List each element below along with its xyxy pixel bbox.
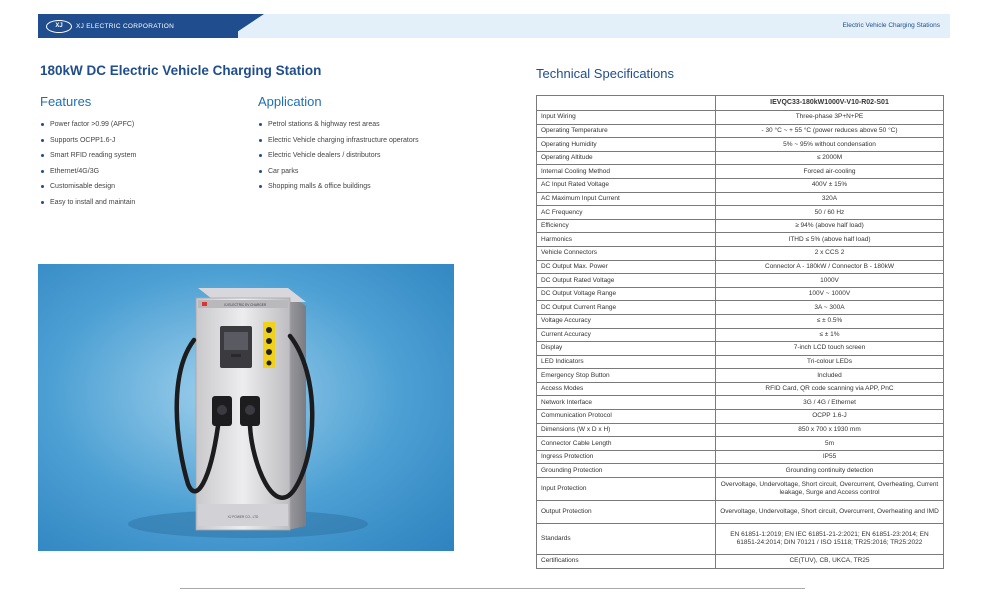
- spec-label: Output Protection: [537, 501, 716, 524]
- spec-label: Connector Cable Length: [537, 437, 716, 451]
- spec-value: Included: [716, 369, 944, 383]
- spec-value: 320A: [716, 192, 944, 206]
- spec-value: IP55: [716, 450, 944, 464]
- spec-row: [537, 192, 944, 206]
- application-item: Electric Vehicle dealers / distributors: [258, 148, 419, 164]
- spec-label: Standards: [537, 524, 716, 555]
- spec-row: [537, 382, 944, 396]
- spec-label: Communication Protocol: [537, 410, 716, 424]
- spec-label: Operating Humidity: [537, 138, 716, 152]
- spec-value: ≤ 2000M: [716, 151, 944, 165]
- spec-row: [537, 555, 944, 569]
- spec-row: [537, 464, 944, 478]
- spec-row: [537, 396, 944, 410]
- cabinet-brand-plate: XJ ELECTRIC EV CHARGER: [223, 303, 267, 307]
- spec-value: CE(TUV), CB, UKCA, TR25: [716, 555, 944, 569]
- features-item: Easy to install and maintain: [40, 195, 136, 211]
- spec-label: AC Input Rated Voltage: [537, 178, 716, 192]
- spec-label: Input Protection: [537, 478, 716, 501]
- header-banner: [38, 14, 950, 38]
- spec-value: ≤ ± 1%: [716, 328, 944, 342]
- spec-label: DC Output Rated Voltage: [537, 274, 716, 288]
- spec-value: ITHD ≤ 5% (above half load): [716, 233, 944, 247]
- product-title: 180kW DC Electric Vehicle Charging Station: [40, 63, 322, 78]
- spec-value: ≤ ± 0.5%: [716, 314, 944, 328]
- spec-row: [537, 219, 944, 233]
- cabinet-base-plate: XJ POWER CO., LTD: [227, 515, 259, 519]
- spec-row: [537, 233, 944, 247]
- spec-value: Connector A - 180kW / Connector B - 180kW: [716, 260, 944, 274]
- spec-label: Harmonics: [537, 233, 716, 247]
- spec-row: [537, 178, 944, 192]
- spec-value: 5% ~ 95% without condensation: [716, 138, 944, 152]
- spec-model-header: IEVQC33-180kW1000V-V10-R02-S01: [716, 96, 944, 111]
- application-item: Car parks: [258, 164, 419, 180]
- features-item: Smart RFID reading system: [40, 148, 136, 164]
- logo-mark-icon: XJ: [46, 20, 72, 33]
- spec-label: Dimensions (W x D x H): [537, 423, 716, 437]
- spec-value: RFID Card, QR code scanning via APP, PnC: [716, 382, 944, 396]
- spec-value: Three-phase 3P+N+PE: [716, 111, 944, 125]
- spec-label: DC Output Voltage Range: [537, 287, 716, 301]
- spec-label: Network Interface: [537, 396, 716, 410]
- spec-table: [536, 95, 944, 569]
- spec-value: Overvoltage, Undervoltage, Short circuit, Overcurrent, Overheating and IMD: [716, 501, 944, 524]
- spec-label: Efficiency: [537, 219, 716, 233]
- spec-value: 100V ~ 1000V: [716, 287, 944, 301]
- spec-value: 3A ~ 300A: [716, 301, 944, 315]
- banner-category: Electric Vehicle Charging Stations: [842, 22, 940, 29]
- spec-row: [537, 301, 944, 315]
- spec-value: OCPP 1.6-J: [716, 410, 944, 424]
- footer-divider: [180, 588, 805, 589]
- spec-value: Grounding continuity detection: [716, 464, 944, 478]
- features-item: Customisable design: [40, 179, 136, 195]
- spec-label: Certifications: [537, 555, 716, 569]
- spec-value: ≥ 94% (above half load): [716, 219, 944, 233]
- features-item: Power factor >0.99 (APFC): [40, 117, 136, 133]
- spec-value: 50 / 60 Hz: [716, 206, 944, 220]
- spec-row: [537, 369, 944, 383]
- spec-label: LED Indicators: [537, 355, 716, 369]
- spec-label: Voltage Accuracy: [537, 314, 716, 328]
- spec-row: [537, 450, 944, 464]
- spec-value: EN 61851-1:2019; EN IEC 61851-21-2:2021; EN 61851-23:2014; EN 61851-24:2014; DIN 70121 / ISO 15118; TR25:2016; TR25:2022: [716, 524, 944, 555]
- application-list: [258, 117, 419, 195]
- spec-value: 400V ± 15%: [716, 178, 944, 192]
- spec-label: Emergency Stop Button: [537, 369, 716, 383]
- spec-value: 2 x CCS 2: [716, 246, 944, 260]
- spec-label: Access Modes: [537, 382, 716, 396]
- spec-label: AC Frequency: [537, 206, 716, 220]
- spec-label: Display: [537, 342, 716, 356]
- charger-illustration-icon: [38, 264, 454, 551]
- spec-label: Ingress Protection: [537, 450, 716, 464]
- spec-row: [537, 246, 944, 260]
- spec-header-blank: [537, 96, 716, 111]
- spec-row: [537, 437, 944, 451]
- spec-label: Grounding Protection: [537, 464, 716, 478]
- banner-wedge: [228, 14, 264, 38]
- spec-label: Vehicle Connectors: [537, 246, 716, 260]
- spec-row: [537, 314, 944, 328]
- specs-heading: Technical Specifications: [536, 66, 675, 81]
- spec-label: Operating Altitude: [537, 151, 716, 165]
- application-item: Electric Vehicle charging infrastructure operators: [258, 133, 419, 149]
- spec-row: [537, 355, 944, 369]
- spec-label: Input Wiring: [537, 111, 716, 125]
- spec-label: Internal Cooling Method: [537, 165, 716, 179]
- spec-row: [537, 287, 944, 301]
- company-name: XJ ELECTRIC CORPORATION: [76, 23, 175, 30]
- spec-row: [537, 206, 944, 220]
- spec-label: DC Output Current Range: [537, 301, 716, 315]
- spec-row: [537, 524, 944, 555]
- spec-row: [537, 423, 944, 437]
- spec-row: [537, 274, 944, 288]
- features-list: [40, 117, 136, 210]
- spec-row: [537, 410, 944, 424]
- spec-value: 850 x 700 x 1930 mm: [716, 423, 944, 437]
- spec-row: [537, 111, 944, 125]
- spec-row: [537, 501, 944, 524]
- application-heading: Application: [258, 94, 322, 109]
- application-item: Petrol stations & highway rest areas: [258, 117, 419, 133]
- spec-label: Operating Temperature: [537, 124, 716, 138]
- spec-value: 3G / 4G / Ethernet: [716, 396, 944, 410]
- spec-row: [537, 342, 944, 356]
- features-heading: Features: [40, 94, 92, 109]
- spec-row: [537, 165, 944, 179]
- spec-label: Current Accuracy: [537, 328, 716, 342]
- spec-label: DC Output Max. Power: [537, 260, 716, 274]
- spec-value: 1000V: [716, 274, 944, 288]
- spec-label: AC Maximum Input Current: [537, 192, 716, 206]
- spec-header-row: [537, 96, 944, 111]
- spec-row: [537, 260, 944, 274]
- features-item: Ethernet/4G/3G: [40, 164, 136, 180]
- spec-row: [537, 328, 944, 342]
- spec-row: [537, 478, 944, 501]
- application-item: Shopping malls & office buildings: [258, 179, 419, 195]
- spec-value: 7-inch LCD touch screen: [716, 342, 944, 356]
- features-item: Supports OCPP1.6-J: [40, 133, 136, 149]
- spec-value: - 30 °C ~ + 55 °C (power reduces above 50 °C): [716, 124, 944, 138]
- spec-value: Overvoltage, Undervoltage, Short circuit, Overcurrent, Overheating, Current leakage, Surge and Access control: [716, 478, 944, 501]
- product-photo: [38, 264, 454, 551]
- company-logo: [46, 20, 174, 33]
- spec-value: Tri-colour LEDs: [716, 355, 944, 369]
- spec-value: 5m: [716, 437, 944, 451]
- spec-row: [537, 138, 944, 152]
- spec-value: Forced air-cooling: [716, 165, 944, 179]
- spec-row: [537, 124, 944, 138]
- spec-row: [537, 151, 944, 165]
